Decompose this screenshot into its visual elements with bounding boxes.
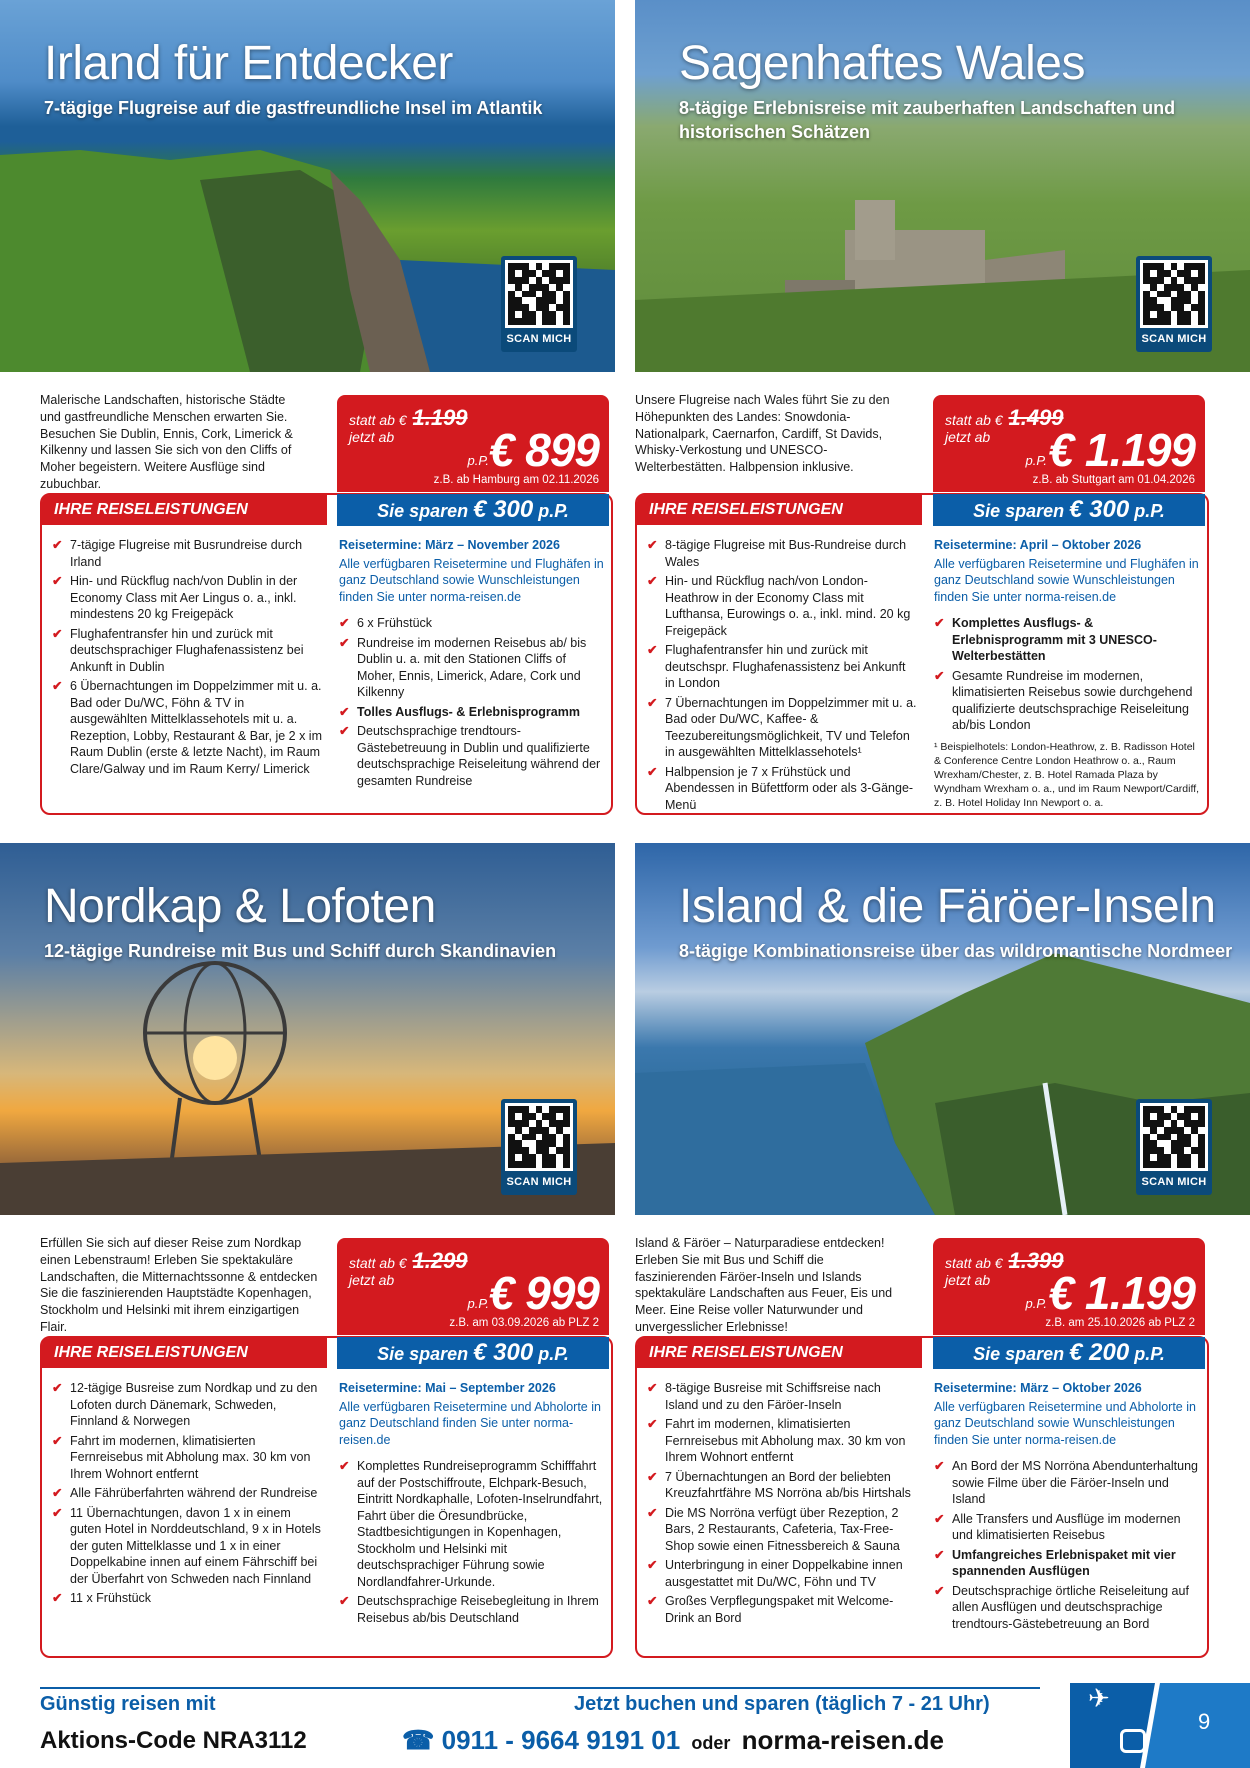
- list-item: ✔ Umfangreiches Erlebnispaket mit vier spannenden Ausflügen: [934, 1547, 1204, 1580]
- list-item: ✔ Komplettes Ausflugs- & Erlebnisprogramm mit 3 UNESCO-Welterbestätten: [934, 615, 1204, 665]
- price-was-label: statt ab € 1.499: [945, 405, 1064, 430]
- services-right: [934, 537, 1204, 810]
- services-list-left: [52, 1380, 322, 1607]
- services-right: [339, 1380, 607, 1629]
- phone-number[interactable]: 0911 - 9664 9191 01: [441, 1725, 681, 1755]
- services-left: [647, 1380, 917, 1629]
- contact-line: [402, 1725, 944, 1756]
- price-box: [337, 1238, 609, 1335]
- list-item: ✔ Flughafentransfer hin und zurück mit deutschsprachiger Flughafenassistenz bei Ankunft in Dublin: [52, 626, 322, 676]
- qr-icon: [1140, 1103, 1208, 1171]
- list-item: ✔ Flughafentransfer hin und zurück mit deutschspr. Flughafenassistenz bei Ankunft in London: [647, 642, 917, 692]
- offer-island: [635, 843, 1250, 1631]
- list-item: ✔ Alle Transfers und Ausflüge im modernen und klimatisierten Reisebus: [934, 1511, 1204, 1544]
- offer-intro: Unsere Flugreise nach Wales führt Sie zu den Höhepunkten des Landes: Snowdonia-Nationalpark, Caernarfon, Cardiff, St Davids, Whisky-Verkostung und UNESCO-Welterbestätten. Halbpension inklusive.: [635, 393, 890, 474]
- savings-banner: Sie sparen € 200 p.P.: [933, 1337, 1205, 1369]
- promo-code: Aktions-Code NRA3112: [40, 1727, 307, 1754]
- qr-icon: [505, 1103, 573, 1171]
- price-now-label: jetzt ab: [945, 429, 991, 445]
- list-item: ✔ Tolles Ausflugs- & Erlebnisprogramm: [339, 704, 607, 721]
- list-item: ✔ An Bord der MS Norröna Abendunterhaltung sowie Filme über die Färöer-Inseln und Island: [934, 1458, 1204, 1508]
- savings-banner: Sie sparen € 300 p.P.: [337, 1337, 609, 1369]
- bus-icon: [1120, 1729, 1146, 1753]
- services-box: [40, 1336, 613, 1658]
- qr-code[interactable]: [1136, 256, 1212, 352]
- price-old: 1.499: [1008, 405, 1064, 430]
- list-item: ✔ 7 Übernachtungen im Doppelzimmer mit u. a. Bad oder Du/WC, Kaffee- & Teezubereitungsmöglichkeit, TV und Telefon in ausgewählten Mittelklassehotels¹: [647, 695, 917, 761]
- list-item: ✔ Hin- und Rückflug nach/von London-Heathrow in der Economy Class mit Lufthansa, Eurowings o. a., inkl. mind. 20 kg Freigepäck: [647, 573, 917, 639]
- offer-intro: Island & Färöer – Naturparadiese entdecken! Erleben Sie mit Bus und Schiff die faszinierenden Färöer-Inseln und Islands spektakuläre Landschaften aus Feuer, Eis und Meer. Eine Reise voller Naturwunder und unvergesslicher Erlebnisse!: [635, 1236, 893, 1334]
- booking-cta: Jetzt buchen und sparen (täglich 7 - 21 Uhr): [574, 1693, 990, 1715]
- price-date: z.B. am 25.10.2026 ab PLZ 2: [1045, 1317, 1195, 1329]
- services-list-right: [934, 615, 1204, 734]
- services-heading: IHRE REISELEISTUNGEN: [42, 1338, 327, 1368]
- list-item: ✔ Großes Verpflegungspaket mit Welcome-Drink an Bord: [647, 1593, 917, 1626]
- price-old: 1.399: [1008, 1248, 1064, 1273]
- list-item: ✔ 7-tägige Flugreise mit Busrundreise durch Irland: [52, 537, 322, 570]
- price-was-label: statt ab € 1.399: [945, 1248, 1064, 1273]
- offer-intro: Malerische Landschaften, historische Städte und gastfreundliche Menschen erwarten Sie. Besuchen Sie Dublin, Ennis, Cork, Limerick & Kilkenny und lassen Sie sich von den Cliffs of Moher begeistern. Weitere Ausflüge sind zubuchbar.: [40, 393, 293, 491]
- price-old: 1.299: [412, 1248, 468, 1273]
- price-was-label: statt ab € 1.199: [349, 405, 468, 430]
- services-heading: IHRE REISELEISTUNGEN: [637, 495, 922, 525]
- page-footer: [0, 1675, 1250, 1768]
- services-box: [635, 493, 1209, 815]
- offer-wales: [635, 0, 1250, 812]
- price-per-person: p.P.: [1025, 453, 1047, 468]
- offer-title: Nordkap & Lofoten: [44, 880, 436, 933]
- price-was-label: statt ab € 1.299: [349, 1248, 468, 1273]
- list-item: ✔ 11 x Frühstück: [52, 1590, 322, 1607]
- price-per-person: p.P.: [1025, 1296, 1047, 1311]
- phone-icon: ☎: [402, 1725, 435, 1755]
- promo-line: Günstig reisen mit: [40, 1693, 216, 1715]
- offer-title: Sagenhaftes Wales: [679, 37, 1085, 90]
- qr-icon: [1140, 260, 1208, 328]
- price-now-label: jetzt ab: [945, 1272, 991, 1288]
- offer-intro: Erfüllen Sie sich auf dieser Reise zum Nordkap einen Lebenstraum! Erleben Sie spektakuläre Landschaften, die Mitternachtssonne & entdecken Sie die faszinierenden Hauptstädte Kopenhagen, Stockholm und Helsinki mit ihrem einzigartigen Flair.: [40, 1236, 318, 1334]
- list-item: ✔ Alle Fährüberfahrten während der Rundreise: [52, 1485, 322, 1502]
- list-item: ✔ Unterbringung in einer Doppelkabine innen ausgestattet mit Du/WC, Föhn und TV: [647, 1557, 917, 1590]
- list-item: ✔ Komplettes Rundreiseprogramm Schifffahrt auf der Postschiffroute, Elchpark-Besuch, Eintritt Nordkaphalle, Lofoten-Inselrundfahrt, Fahrt über die Öresundbrücke, Stadtbesichtigungen in Kopenhagen, Stockholm und Helsinki mit deutschsprachiger Führung sowie Nordlandfahrer-Urkunde.: [339, 1458, 607, 1590]
- footer-divider: [40, 1687, 1040, 1689]
- qr-code[interactable]: [501, 256, 577, 352]
- qr-code[interactable]: [1136, 1099, 1212, 1195]
- qr-label: SCAN MICH: [506, 333, 572, 345]
- services-left: [52, 1380, 322, 1610]
- page-number: 9: [1198, 1709, 1211, 1734]
- list-item: ✔ 8-tägige Flugreise mit Bus-Rundreise durch Wales: [647, 537, 917, 570]
- services-left: [52, 537, 322, 780]
- travel-badge: [1070, 1675, 1250, 1768]
- services-box: [40, 493, 613, 815]
- travel-dates: Reisetermine: April – Oktober 2026: [934, 538, 1142, 552]
- availability-note: Alle verfügbaren Reisetermine und Flughäfen in ganz Deutschland sowie Wunschleistungen finden Sie unter norma-reisen.de: [339, 556, 604, 604]
- list-item: ✔ 6 x Frühstück: [339, 615, 607, 632]
- price-date: z.B. ab Hamburg am 02.11.2026: [433, 474, 599, 486]
- list-item: ✔ Deutschsprachige Reisebegleitung in Ihrem Reisebus ab/bis Deutschland: [339, 1593, 607, 1626]
- savings-banner: Sie sparen € 300 p.P.: [933, 494, 1205, 526]
- services-right: [339, 537, 607, 792]
- offer-title: Island & die Färöer-Inseln: [679, 880, 1216, 933]
- hero-image-wales: [635, 0, 1250, 372]
- services-list-left: [52, 537, 322, 777]
- offer-subtitle: 8-tägige Kombinationsreise über das wildromantische Nordmeer: [679, 941, 1233, 961]
- or-label: oder: [691, 1733, 731, 1753]
- services-list-left: [647, 1380, 917, 1626]
- list-item: ✔ Fahrt im modernen, klimatisierten Fernreisebus mit Abholung max. 30 km von Ihrem Wohnort entfernt: [647, 1416, 917, 1466]
- services-list-right: [339, 1458, 607, 1626]
- offer-subtitle: 12-tägige Rundreise mit Bus und Schiff durch Skandinavien: [44, 941, 557, 961]
- price-new: € 1.199: [1048, 424, 1195, 476]
- price-date: z.B. ab Stuttgart am 01.04.2026: [1032, 474, 1195, 486]
- availability-note: Alle verfügbaren Reisetermine und Abholorte in ganz Deutschland sowie Wunschleistungen finden Sie unter norma-reisen.de: [934, 1399, 1196, 1447]
- price-box: [933, 1238, 1205, 1335]
- price-new: € 1.199: [1048, 1267, 1195, 1319]
- list-item: ✔ Deutschsprachige örtliche Reiseleitung auf allen Ausflügen und deutschsprachige trendtours-Gästebetreuung an Bord: [934, 1583, 1204, 1633]
- availability-note: Alle verfügbaren Reisetermine und Abholorte in ganz Deutschland finden Sie unter norma-reisen.de: [339, 1399, 601, 1447]
- hotel-footnote: ¹ Beispielhotels: London-Heathrow, z. B. Radisson Hotel & Conference Centre London Heathrow o. a., Raum Wrexham/Chester, z. B. Hotel Ramada Plaza by Wyndham Wrexham o. a., und im Raum Newport/Cardiff, z. B. Hotel Holiday Inn Newport o. a.: [934, 740, 1200, 810]
- services-list-right: [934, 1458, 1204, 1632]
- hero-image-irland: [0, 0, 615, 372]
- price-new: € 899: [488, 424, 599, 476]
- qr-label: SCAN MICH: [506, 1176, 572, 1188]
- availability-note: Alle verfügbaren Reisetermine und Flughäfen in ganz Deutschland sowie Wunschleistungen finden Sie unter norma-reisen.de: [934, 556, 1199, 604]
- qr-label: SCAN MICH: [1141, 333, 1207, 345]
- price-now-label: jetzt ab: [349, 429, 395, 445]
- list-item: ✔ Gesamte Rundreise im modernen, klimatisierten Reisebus sowie durchgehend qualifizierte deutschsprachige Reiseleitung ab/bis London: [934, 668, 1204, 734]
- savings-banner: Sie sparen € 300 p.P.: [337, 494, 609, 526]
- services-list-right: [339, 615, 607, 789]
- list-item: ✔ 11 Übernachtungen, davon 1 x in einem guten Hotel in Norddeutschland, 9 x in Hotels der guten Mittelklasse und 1 x in einer Doppelkabine innen auf einem Fährschiff bei der Überfahrt von Schweden nach Finnland: [52, 1505, 322, 1588]
- list-item: ✔ 6 Übernachtungen im Doppelzimmer mit u. a. Bad oder Du/WC, Föhn & TV in ausgewählten Mittelklassehotels mit u. a. Rezeption, Lobby, Restaurant & Bar, je 2 x im Raum Dublin (erste & letzte Nacht), im Raum Clare/Galway und im Raum Kerry/ Limerick: [52, 678, 322, 777]
- list-item: ✔ Fahrt im modernen, klimatisierten Fernreisebus mit Abholung max. 30 km von Ihrem Wohnort entfernt: [52, 1433, 322, 1483]
- price-now-label: jetzt ab: [349, 1272, 395, 1288]
- airplane-icon: ✈: [1088, 1683, 1110, 1713]
- list-item: ✔ Die MS Norröna verfügt über Rezeption, 2 Bars, 2 Restaurants, Cafeteria, Tax-Free-Shop sowie einen Fitnessbereich & Sauna: [647, 1505, 917, 1555]
- list-item: ✔ Hin- und Rückflug nach/von Dublin in der Economy Class mit Aer Lingus o. a., inkl. mindestens 20 kg Freigepäck: [52, 573, 322, 623]
- list-item: ✔ 8-tägige Busreise mit Schiffsreise nach Island und zu den Färöer-Inseln: [647, 1380, 917, 1413]
- offer-subtitle: 8-tägige Erlebnisreise mit zauberhaften Landschaften und historischen Schätzen: [679, 98, 1176, 143]
- qr-icon: [505, 260, 573, 328]
- list-item: ✔ Halbpension je 7 x Frühstück und Abendessen in Büfettform oder als 3-Gänge-Menü: [647, 764, 917, 814]
- price-per-person: p.P.: [467, 1296, 489, 1311]
- travel-dates: Reisetermine: Mai – September 2026: [339, 1381, 556, 1395]
- list-item: ✔ 12-tägige Busreise zum Nordkap und zu den Lofoten durch Dänemark, Schweden, Finnland & Norwegen: [52, 1380, 322, 1430]
- website-link[interactable]: norma-reisen.de: [741, 1725, 944, 1755]
- price-box: [337, 395, 609, 492]
- price-date: z.B. am 03.09.2026 ab PLZ 2: [449, 1317, 599, 1329]
- travel-dates: Reisetermine: März – November 2026: [339, 538, 560, 552]
- list-item: ✔ Rundreise im modernen Reisebus ab/ bis Dublin u. a. mit den Stationen Cliffs of Moher, Ennis, Limerick, Adare, Cork und Kilkenny: [339, 635, 607, 701]
- qr-label: SCAN MICH: [1141, 1176, 1207, 1188]
- services-heading: IHRE REISELEISTUNGEN: [637, 1338, 922, 1368]
- travel-dates: Reisetermine: März – Oktober 2026: [934, 1381, 1142, 1395]
- list-item: ✔ Deutschsprachige trendtours-Gästebetreuung in Dublin und qualifizierte deutschsprachige Reiseleitung während der gesamten Rundreise: [339, 723, 607, 789]
- hero-image-nordkap: [0, 843, 615, 1215]
- price-box: [933, 395, 1205, 492]
- services-heading: IHRE REISELEISTUNGEN: [42, 495, 327, 525]
- qr-code[interactable]: [501, 1099, 577, 1195]
- offer-nordkap: [0, 843, 615, 1625]
- price-new: € 999: [488, 1267, 599, 1319]
- list-item: ✔ 7 Übernachtungen an Bord der beliebten Kreuzfahrtfähre MS Norröna ab/bis Hirtshals: [647, 1469, 917, 1502]
- hero-image-island: [635, 843, 1250, 1215]
- services-right: [934, 1380, 1204, 1635]
- services-left: [647, 537, 917, 816]
- services-box: [635, 1336, 1209, 1658]
- price-old: 1.199: [412, 405, 468, 430]
- price-per-person: p.P.: [467, 453, 489, 468]
- offer-title: Irland für Entdecker: [44, 37, 453, 90]
- services-list-left: [647, 537, 917, 813]
- offer-subtitle: 7-tägige Flugreise auf die gastfreundliche Insel im Atlantik: [44, 98, 543, 118]
- offer-irland: [0, 0, 615, 788]
